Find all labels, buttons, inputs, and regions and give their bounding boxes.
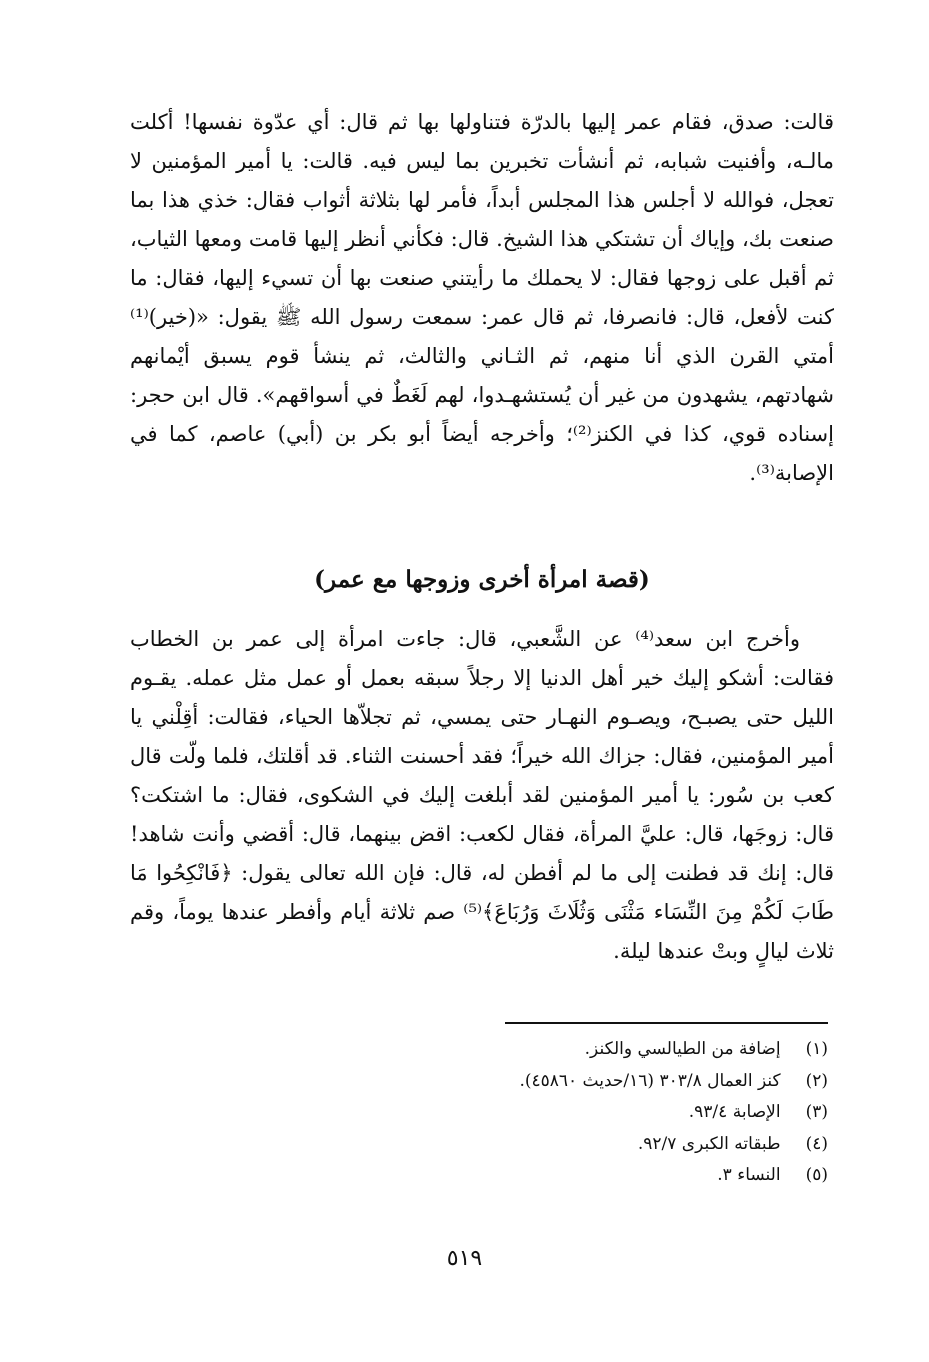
footnote-text: كنز العمال ٣٠٣/٨ (١٦/حديث ٤٥٨٦٠). — [519, 1070, 781, 1091]
footnote-number: (٣) — [805, 1102, 828, 1122]
footnote — [300, 1034, 828, 1066]
footnote — [300, 1066, 828, 1098]
footnote-text: طبقاته الكبرى ٩٢/٧. — [637, 1133, 781, 1154]
footnote — [300, 1160, 828, 1192]
footnote — [300, 1129, 828, 1161]
footnote-number: (٥) — [805, 1165, 828, 1185]
footnote — [300, 1097, 828, 1129]
footnote-text: النساء ٣. — [717, 1165, 781, 1185]
footnote-number: (٢) — [805, 1070, 828, 1091]
section-heading: (قصة امرأة أخرى وزوجها مع عمر) — [314, 566, 650, 593]
footnotes-list — [300, 1034, 828, 1192]
footnote-number: (٤) — [805, 1133, 828, 1154]
footnote-text: إضافة من الطيالسي والكنز. — [584, 1039, 781, 1059]
footnote-number: (١) — [805, 1039, 828, 1059]
footnote-divider — [505, 1022, 828, 1024]
footnote-text: الإصابة ٩٣/٤. — [688, 1102, 781, 1122]
paragraph-1: قالت: صدق، فقام عمر إليها بالدرّة فتناولها بها ثم قال: أي عدّوة نفسها! أكلت مالـه، وأفنيت شبابه، ثم أنشأت تخبرين بما ليس فيه. قالت: يا أمير المؤمنين لا تعجل، فوالله لا أجلس هذا المجلس أبداً، فأمر لها بثلاثة أثواب فقال: خذي هذا بما صنعت بك، وإياك أن تشتكي هذا الشيخ. قال: فكأني أنظر إليها قامت ومعها الثياب، ثم أقبل على زوجها فقال: لا يحملك ما رأيتني صنعت بها أن تسيء إليها، فقال: ما كنت لأفعل، قال: فانصرفا، ثم قال عمر: سمعت رسول الله ﷺ يقول: «(خير)⁽¹⁾ أمتي القرن الذي أنا منهم، ثم الثـاني والثالث، ثم ينشأ قوم يسبق أيْمانهم شهادتهم، يشهدون من غير أن يُستشهـدوا، لهم لَغَطٌ في أسواقهم». قال ابن حجر: إسناده قوي، كذا في الكنز⁽²⁾؛ وأخرجه أيضاً أبو بكر بن (أبي) عاصم، كما في الإصابة⁽³⁾. — [130, 110, 834, 485]
paragraph-2: وأخرج ابن سعد⁽⁴⁾ عن الشَّعبي، قال: جاءت امرأة إلى عمر بن الخطاب فقالت: أشكو إليك خير أهل الدنيا إلا رجلاً سبقه بعمل أو عمل مثل عمله. يقـوم الليل حتى يصبـح، ويصـوم النهـار حتى يمسي، ثم تجلاّها الحياء، فقالت: أقِلْني يا أمير المؤمنين، فقال: جزاك الله خيراً؛ فقد أحسنت الثناء. قد أقلتك، فلما ولّت قال كعب بن سُور: يا أمير المؤمنين لقد أبلغت إليك في الشكوى، فقال: ما اشتكت؟ قال: زوجَها، قال: عليَّ المرأة، فقال لكعب: اقض بينهما، قال: أقضي وأنت شاهد! قال: إنك قد فطنت إلى ما لم أفطن له، قال: فإن الله تعالى يقول: ﴿فَانْكِحُوا مَا طَابَ لَكُمْ مِنَ النِّسَاء مَثْنَى وَثُلَاثَ وَرُبَاعَ﴾⁽⁵⁾ صم ثلاثة أيام وأفطر عندها يوماً، وقم ثلاث ليالٍ وبتْ عندها ليلة. — [130, 627, 834, 963]
page-number: ٥١٩ — [446, 1246, 483, 1271]
